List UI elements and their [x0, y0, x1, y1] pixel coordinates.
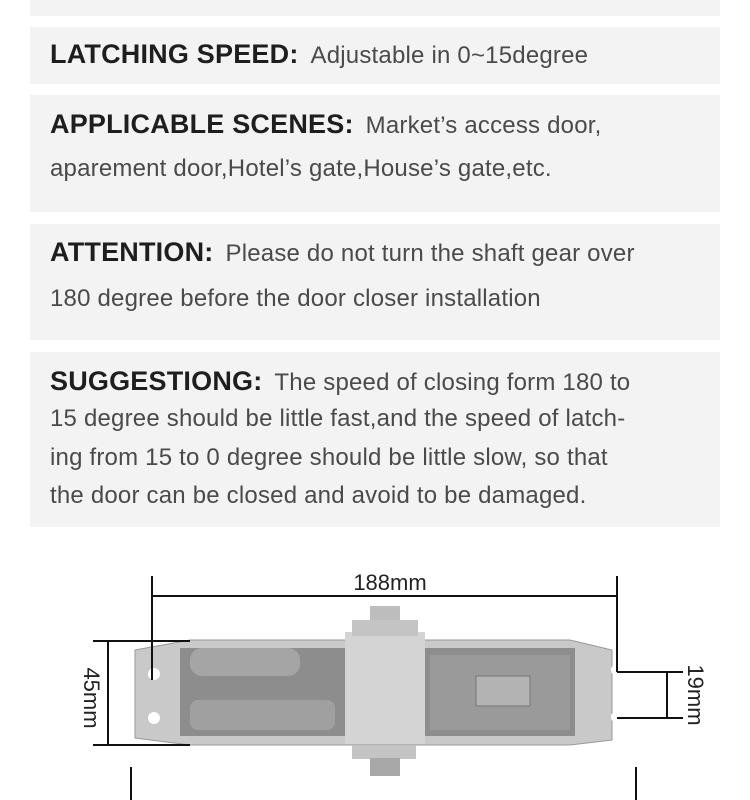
hole-spacing-dimension-label: 19mm [683, 664, 708, 726]
door-closer-body [135, 606, 623, 776]
length-dimension-label: 188mm [353, 570, 427, 595]
spec-text: the door can be closed and avoid to be damaged. [50, 482, 587, 509]
spec-attention [30, 224, 720, 340]
door-closer-diagram [0, 540, 750, 800]
spec-applicable-scenes [30, 95, 720, 212]
spec-text: 180 degree before the door closer installation [50, 285, 541, 312]
spec-heading: LATCHING SPEED: [50, 39, 299, 69]
previous-spec-panel [30, 0, 720, 16]
spec-text: Please do not turn the shaft gear over [225, 240, 635, 267]
spec-suggestion [30, 352, 720, 527]
spec-heading: ATTENTION: [50, 237, 214, 267]
spec-text: Adjustable in 0~15degree [310, 42, 589, 69]
spec-text: ing from 15 to 0 degree should be little slow, so that [50, 444, 608, 471]
spec-text: The speed of closing form 180 to [274, 369, 631, 396]
spec-text: Market’s access door, [365, 112, 602, 139]
spec-latching-speed [30, 27, 720, 84]
spec-heading: SUGGESTIONG: [50, 366, 263, 396]
height-dimension-label: 45mm [79, 667, 104, 729]
spec-text: 15 degree should be little fast,and the speed of latch- [50, 405, 626, 432]
spec-text: aparement door,Hotel’s gate,House’s gate,etc. [50, 155, 552, 182]
spec-heading: APPLICABLE SCENES: [50, 109, 354, 139]
